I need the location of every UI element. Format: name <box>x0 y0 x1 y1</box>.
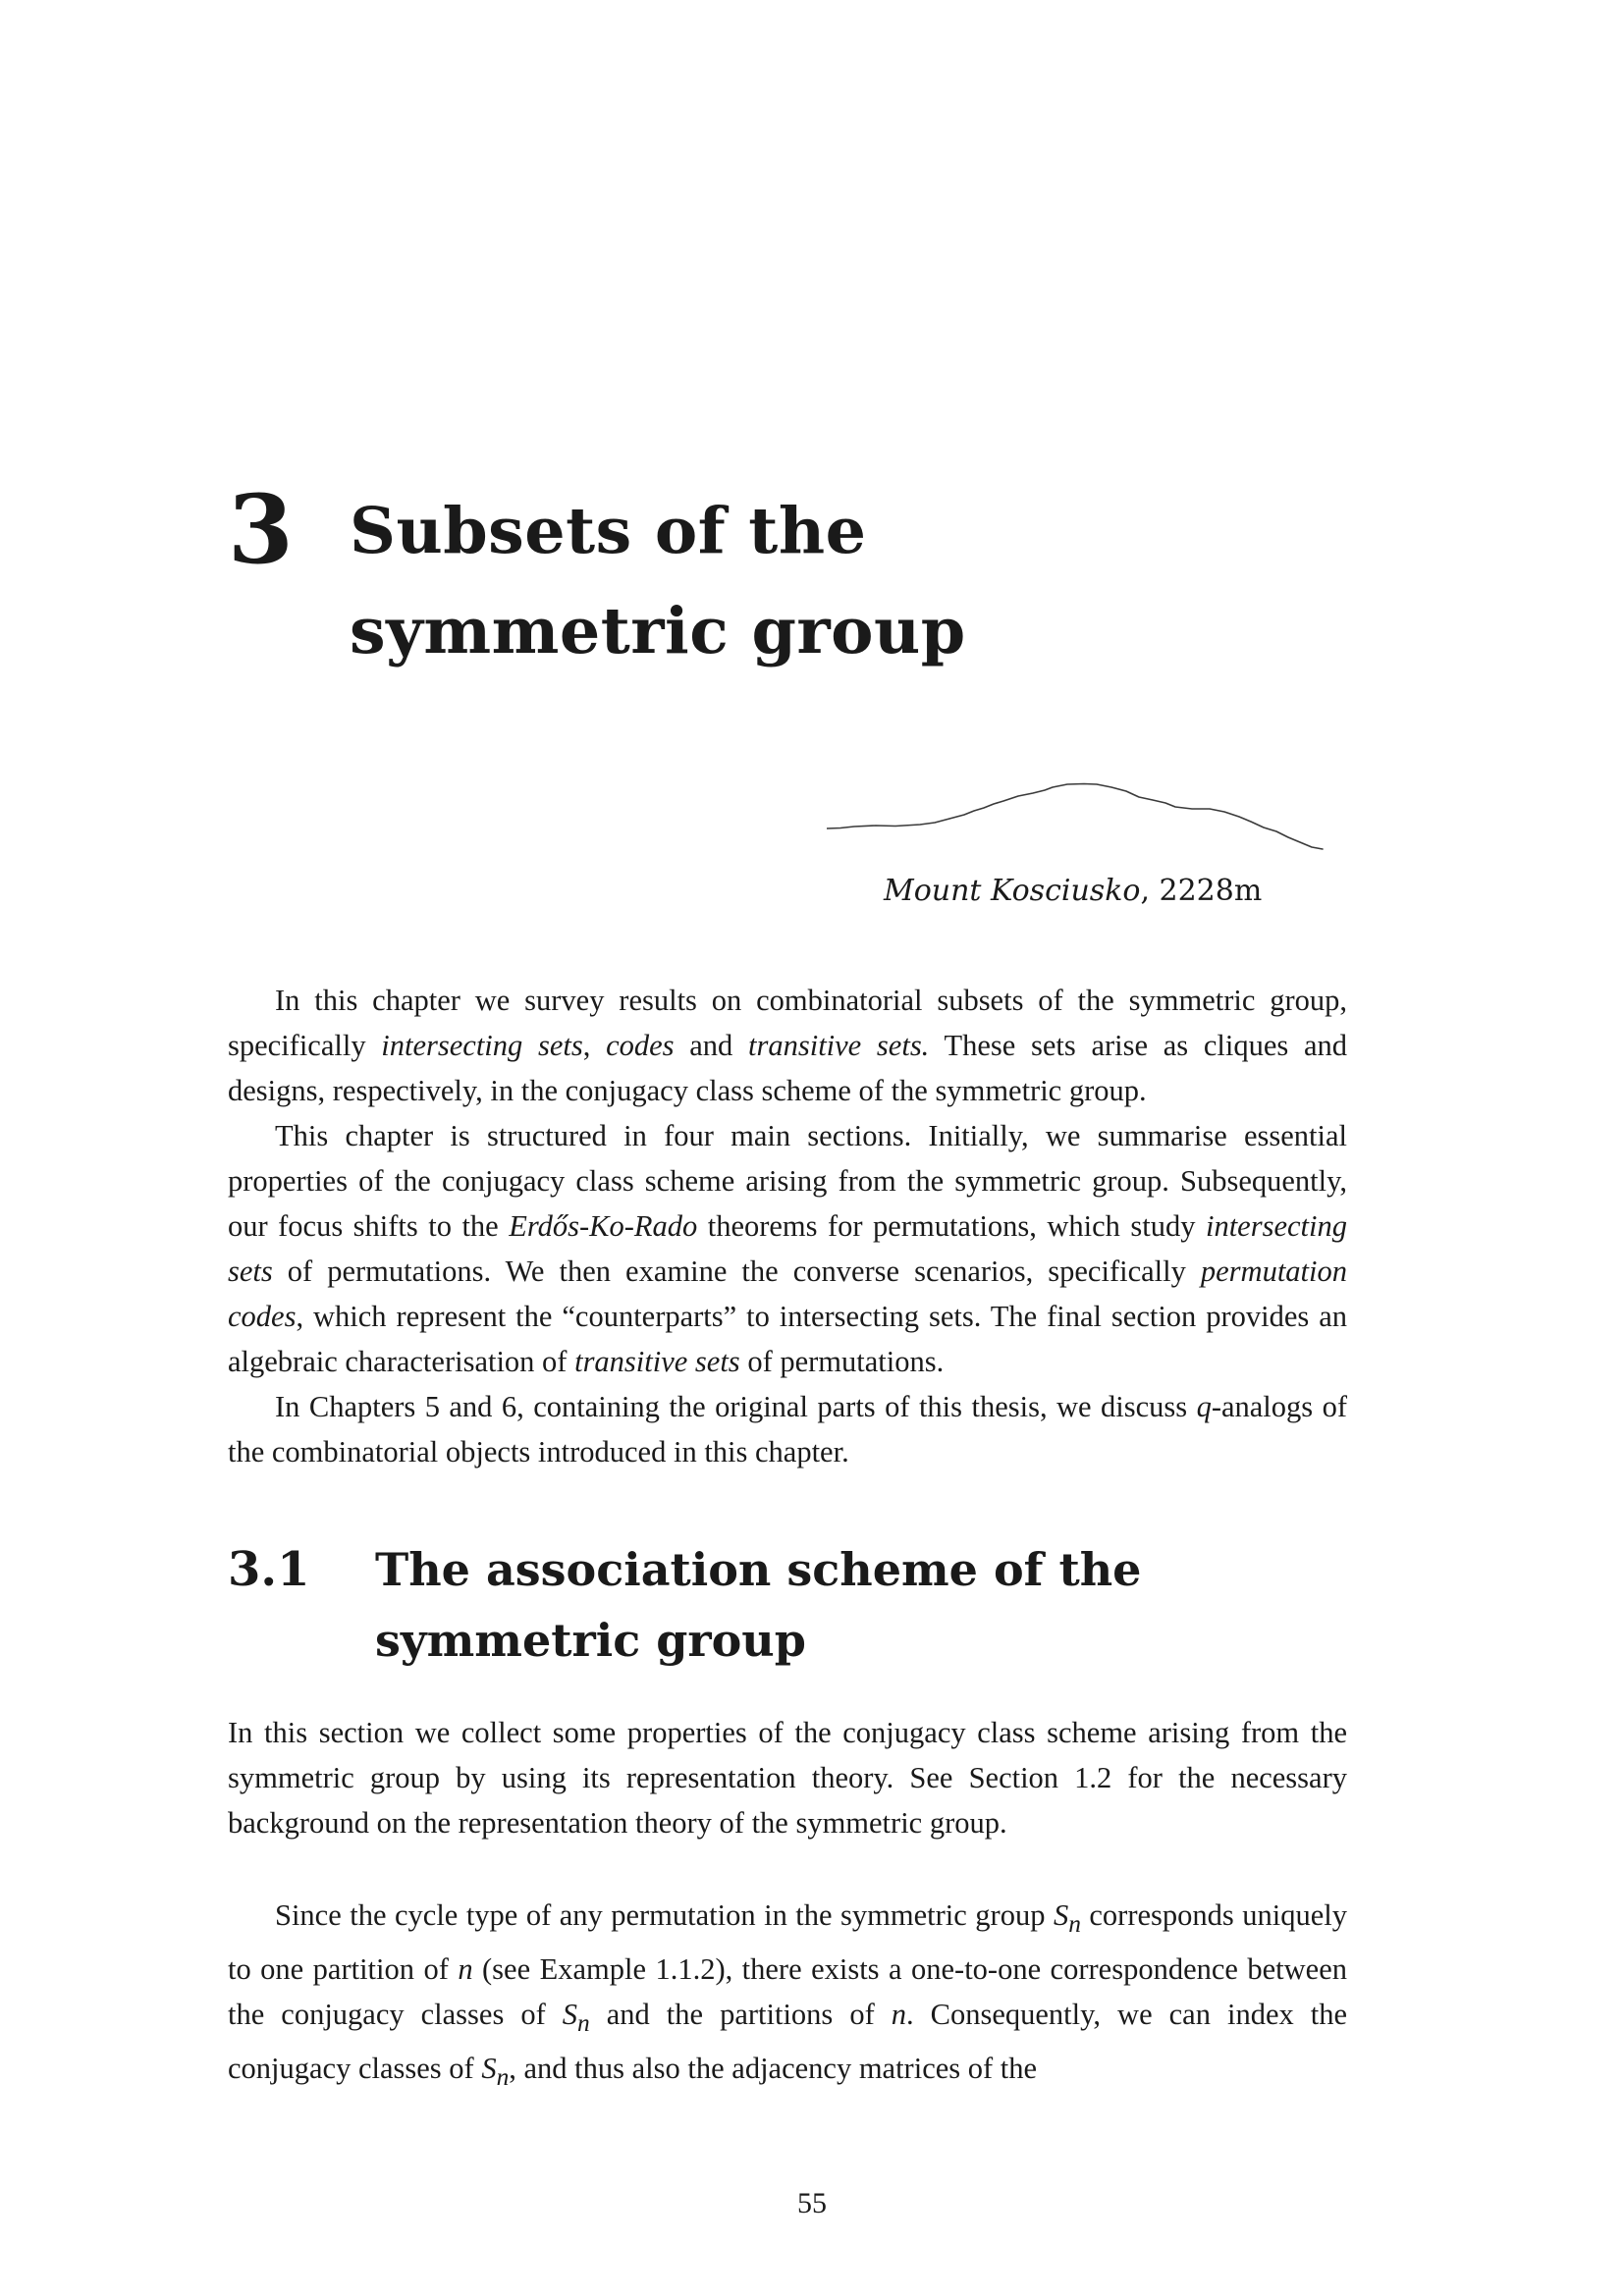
intro-p2-emphasis: permutation codes <box>228 1255 1347 1333</box>
intro-p2-text: of permutations. We then examine the converse scenarios, specifically <box>272 1255 1201 1288</box>
chapter-heading <box>228 474 1357 681</box>
intro-paragraph-2 <box>228 1113 1347 1384</box>
mountain-silhouette-illustration <box>827 770 1337 858</box>
body-p2-text: corresponds uniquely to one partition of <box>228 1898 1347 1987</box>
math-symbol: S <box>1053 1898 1069 1932</box>
intro-p2-emphasis: Erdős-Ko-Rado <box>509 1209 698 1243</box>
intro-p2-text: , which represent the “counterparts” to intersecting sets. The final section provides an algebraic characterisation of <box>228 1300 1347 1378</box>
body-p2-text: and the partitions of <box>589 1998 892 2032</box>
chapter-title: Subsets of the symmetric group <box>350 494 966 668</box>
intro-p3-math: q <box>1196 1390 1212 1423</box>
intro-p1-emphasis: intersecting sets <box>381 1029 583 1062</box>
intro-p1-emphasis: transitive sets. <box>748 1029 930 1062</box>
math-symbol: S <box>562 1998 578 2032</box>
math-symbol: n <box>891 1998 906 2032</box>
math-subscript: n <box>1068 1910 1081 1939</box>
math-subscript: n <box>577 2009 590 2038</box>
page-number: 55 <box>797 2187 827 2219</box>
math-symbol: S <box>481 2052 497 2086</box>
intro-paragraph-1 <box>228 978 1347 1113</box>
section-paragraph-1: In this section we collect some properties of the conjugacy class scheme arising from the symmetric group by using its representation theory. See Section 1.2 for the necessary background on the representation theory of the symmetric group. <box>228 1716 1347 1840</box>
intro-p1-text: In this chapter we survey results on combinatorial subsets of the symmetric group, specifically <box>228 984 1347 1062</box>
section-title: The association scheme of the symmetric group <box>375 1543 1142 1667</box>
intro-p3-text: -analogs of the combinatorial objects introduced in this chapter. <box>228 1390 1348 1468</box>
body-p2-text: , and thus also the adjacency matrices of the <box>509 2052 1038 2086</box>
intro-p2-emphasis: transitive sets <box>574 1345 740 1378</box>
intro-p2-text: of permutations. <box>739 1345 945 1378</box>
intro-p1-text: , <box>582 1029 607 1062</box>
epigraph-height: , 2228m <box>1140 874 1263 908</box>
intro-p2-text: This chapter is structured in four main sections. Initially, we summarise essential properties of the conjugacy class scheme arising from the symmetric group. Subsequently, our focus shifts to the <box>228 1119 1347 1243</box>
math-subscript: n <box>496 2063 510 2092</box>
intro-p1-text: These sets arise as cliques and designs, respectively, in the conjugacy class scheme of the symmetric group. <box>228 1029 1348 1107</box>
epigraph <box>884 870 1263 913</box>
body-p2-text: Since the cycle type of any permutation in the symmetric group <box>275 1898 1054 1932</box>
intro-p3-text: In Chapters 5 and 6, containing the original parts of this thesis, we discuss <box>275 1390 1197 1423</box>
chapter-introduction <box>228 978 1347 1474</box>
body-p2-text: (see Example 1.1.2), there exists a one-to-one correspondence between the conjugacy classes of <box>228 1952 1347 2032</box>
section-heading <box>228 1534 1357 1676</box>
intro-p2-text: theorems for permutations, which study <box>697 1209 1206 1243</box>
body-p2-text: . Consequently, we can index the conjugacy classes of <box>228 1998 1348 2086</box>
chapter-number: 3 <box>228 474 294 585</box>
section-body-1 <box>228 1710 1347 1845</box>
intro-p1-emphasis: codes <box>606 1029 675 1062</box>
section-body-2 <box>228 1893 1347 2100</box>
epigraph-place: Mount Kosciusko <box>884 874 1141 908</box>
intro-p1-text: and <box>674 1029 749 1062</box>
math-symbol: n <box>458 1952 473 1987</box>
intro-p2-emphasis: intersecting sets <box>228 1209 1347 1288</box>
section-paragraph-2 <box>228 1893 1347 2100</box>
intro-paragraph-3 <box>228 1384 1347 1474</box>
section-number: 3.1 <box>228 1542 310 1597</box>
